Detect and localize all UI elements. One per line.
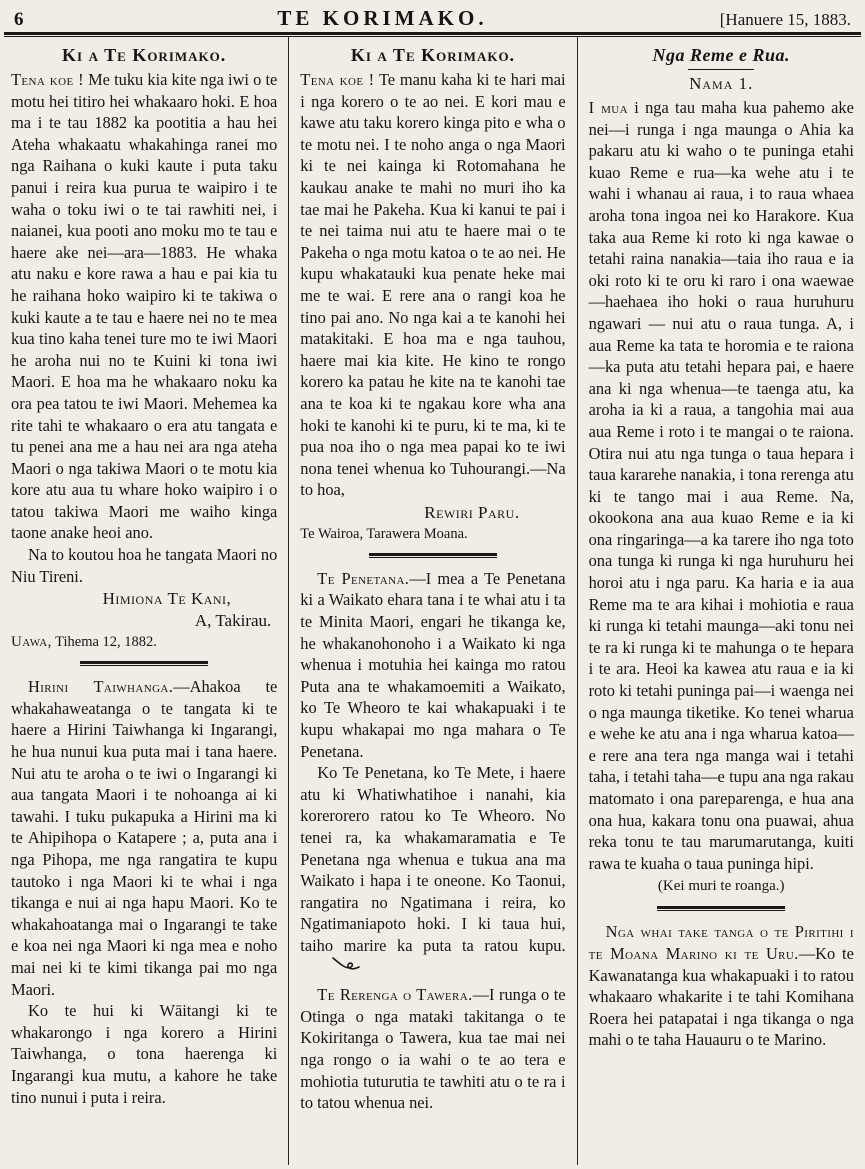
dateline-place: Uawa, xyxy=(11,634,52,651)
paragraph xyxy=(589,921,854,1051)
signature-name: Rewiri Paru. xyxy=(424,502,520,522)
heading-rule xyxy=(688,69,754,70)
paragraph-text: Ko Te Penetana, ko Te Mete, i haere atu ki Whatiwhatihoe i nanahi, kia korerorero ratou ko Te Wheoro. No tenei ra, ka whakamaramatia e Te Penetana nga whenua e tukua ana ma Waikato i hapa i te oneone. Ko Taonui, rangatira no Ngatimana i reira, ko Ngatimaniapoto hoki. I ki taua hui, taiho marire ka puta ta ratou kupu. xyxy=(300,763,566,955)
column-container xyxy=(0,37,865,1165)
paragraph xyxy=(300,762,565,978)
paragraph-lead: Te Penetana. xyxy=(317,568,410,588)
paragraph-lead: Tena koe ! xyxy=(11,70,84,89)
paragraph-text: —Ahakoa te whakahaweatanga o te tangata ki te haere a Hirini Taiwhanga ki Ingarangi, he hua nunui kua puta mai i tana haere. Nui atu te aroha o te iwi o Ingarangi ki aua tangata Maori i te nohoanga ai ki tawahi. I tuku pukapuka a Hirini ma ki te Ahipihopa o Katapere ; a, puta ana i nga Pihopa, me nga rangatira te kupu tautoko i nga Maori ki te whai i nga tikanga e nui ai nga hapu Maori. Ko te whakahoatanga mai o Ingarangi te take e koa nei nga Maori ki nga mea e noho mai nei ki te kimi tikanga pai mo nga Maori. xyxy=(11,677,278,999)
continuation-note: (Kei muri te roanga.) xyxy=(657,878,785,895)
article-te-penetana xyxy=(300,568,565,978)
paragraph xyxy=(11,69,277,544)
paragraph: Ko te hui ki Wāitangi ki te whakarongo i nga korero a Hirini Taiwhanga, o tona haerenga ki Ingarangi kua mutu, a kahore he take tino nunui i puta i reira. xyxy=(11,1001,278,1107)
paragraph-text: —I mea a Te Penetana ki a Waikato ehara tana i te whai atu i ta te Minita Maori, engari he tikanga ke, he whakanohonoho i a Waikato ki nga whenua i motuhia hei kainga mo ratou Puta ana te whakamoemiti a Waikato, ko Te Wheoro te kai whakapuaki i te kupu whakapai mo nga mahara o Te Penetana. xyxy=(300,568,566,761)
article-divider-rule xyxy=(369,553,497,558)
paragraph-text: Te manu kaha ki te hari mai i nga korero o te ao nei. E kori mau e kawe atu taku korero kinga pito e wha o te motu nei. I te noho anga o nga Maori ki te nei kainga ki Rotomahana he kaukau anake te mahi no muri iho ka tae mai he Pakeha. Kua ki kanui te pai i te nei taima nui atu te haere mai o te Pakeha o nga motu katoa o te ao nei. He kupu whakatauki kua penate heke mai me te wai. E rere ana o rangi koa he tino pai ano. No nga kai a te kanohi hei matakitaki. E hoa ma e nga tauhou, haere mai kia kite. He kino te rongo korero ka patau he kite na te kanohi tae ana te koa ki te ngakau kore wha ana hoki te kanohi ki te puru, ki te ma, ki te pua noa iho o nga mea papai ko te iwi nona tenei whenua ko Tuhourangi.—Na to hoa, xyxy=(300,70,566,500)
paragraph xyxy=(11,676,277,1000)
paragraph-text: —I runga o te Otinga o nga mataki takitanga o te Kokiritanga o Tawera, kua tae mai nei nga rongo o ia wahi o te ao tera e mohiotia tuturutia te tawhiti atu o te ra i to tatou whenua nei. xyxy=(300,985,566,1113)
article-letter-2 xyxy=(300,45,565,544)
handwritten-mark-icon xyxy=(314,954,361,978)
page-number: 6 xyxy=(14,9,24,30)
article-nga-reme-e-rua xyxy=(589,45,854,897)
page-header xyxy=(0,0,865,32)
paragraph xyxy=(300,984,565,1114)
column-1 xyxy=(0,37,288,1165)
paragraph-lead: I mua xyxy=(588,98,628,117)
paragraph-lead: Te Rerenga o Tawera. xyxy=(317,985,473,1005)
article-te-rerenga-o-tawera xyxy=(300,984,565,1114)
article-hirini-taiwhanga xyxy=(11,676,277,1108)
issue-date: [Hanuere 15, 1883. xyxy=(719,10,851,29)
dateline: Te Wairoa, Tarawera Moana. xyxy=(300,525,468,542)
paragraph: Na to koutou hoa he tangata Maori no Niu Tireni. xyxy=(11,545,278,586)
article-letter-1 xyxy=(11,45,277,652)
column-3 xyxy=(577,37,865,1165)
article-heading: Nga Reme e Rua. xyxy=(652,45,790,65)
article-subheading: Nama 1. xyxy=(689,74,754,93)
paragraph xyxy=(300,69,565,501)
masthead-title: TE KORIMAKO. xyxy=(277,6,488,30)
signature-title: A, Takirau. xyxy=(194,611,272,631)
paragraph-text: —Ko te Kawanatanga kua whakapuaki i to ratou whakaaro whakarite i te tahi Komihana Roera hei patapatai i nga tikanga o nga mahi o te taha Hauauru o te Marino. xyxy=(588,943,854,1050)
dateline-date: Tihema 12, 1882. xyxy=(51,634,157,651)
paragraph-text: Me tuku kia kite nga iwi o te motu hei titiro hei whakaaro hoki. E hoa ma i te tau 1882 ka pootitia a hau hei Ateha whakaatu whakahinga ranei mo nga Raihana o kuki kaute i puta taku panui i reira kua purua te waipiro i te waha o toku iwi o te tai rawhiti nei, i naianei, kua pooti ano moku mo te tau e haere ake nei—ara—1883. He whaka atu naku e kore rawa a hau e pai kia tu he raihana hoko waipiro ki te takiwa o kuki kaute a te tau e haere nei no te mea kua tino kaha tenei ture mo te iwi Maori he aroha nui no te Kuini ki tona iwi Maori. E hoa ma he whakaaro noku ka ora pea tatou te iwi Maori. Mehemea ka rite tahi te whakaaro o era atu tangata e tu penei ana me a hau nei ara nga ateha Maori o nga takiwa Maori o te motu kia kore atu aua tu whare hoko waipiro i o tatou takiwa Maori me waiho kinga taone anake heoi ano. xyxy=(11,70,278,543)
article-pacific-commission xyxy=(589,921,854,1051)
article-heading: Ki a Te Korimako. xyxy=(350,45,516,65)
paragraph xyxy=(300,568,565,762)
paragraph-lead: Nga whai take tanga o te Piritihi i te Moana Marino ki te Uru. xyxy=(588,922,854,963)
paragraph-text: i nga tau maha kua pahemo ake nei—i runga i nga maunga o Ahia ka pakaru atu ki waho o te puninga etahi kuao Reme e rua—ka wehe atu i te wahi i whanau ai raua, i to raua whaea aroha tona ingoa nei ko Harakore. Kua taka aua Reme ki roto ki nga kawae o tetahi raina nanakia—taia iho raua e ia oki roto ki te oru ki raro i ona waewae—haehaea iho hoki o raua huruhuru ngawari — nui atu o raua tunga. A, i aua Reme ka tata te horomia e te raiona—ka puta atu tetahi hepara pai, e haere ana ki nga whenua—te taenga atu, ka aroha ia ki a raua, a tangohia mai aua aua Reme i roto i te mangai o te raiona. Otira nui atu nga tunga o taua hepara i taua kararehe nanakia, i tona rerenga atu ki te tango mai i aua Reme. Na, okookona ana aua kuao Reme e ia ki ona ringaringa—a ka tarere iho nga toto ona tunga ki runga ki nga huruhuru hei horoi atu i nga paru. Ka haria e ia aua Reme ma te ara kihai i mohiotia e raua ki runga ki tetahi maunga—aki tonu nei te ra ki runga ki te mahunga o te hepara i te ara. Heoi ka kawea atu raua e ia ki roto ki tetahi puninga pai—i waenga nei o nga maunga tiketike. Ko tenei wharua e wehe ke atu ana i nga wharua katoa—e rere ana tera nga manga wai i tetahi taha, i tetahi taha—e tupu ana nga rakau matomato i ona pareparenga, e hua ana ona hua, kakara tonu ona puawai, ahua reka tonu te tau marumarutanga, kuiti rawa te kuaha o taua puninga hipi. xyxy=(588,98,854,873)
article-divider-rule xyxy=(80,661,208,666)
column-2 xyxy=(288,37,576,1165)
signature-name: Himiona Te Kani, xyxy=(102,589,232,609)
paragraph xyxy=(589,97,854,874)
article-divider-rule xyxy=(657,906,785,911)
paragraph-lead: Tena koe ! xyxy=(300,70,375,89)
paragraph-lead: Hirini Taiwhanga. xyxy=(28,677,174,697)
dateline xyxy=(11,632,277,652)
article-heading: Ki a Te Korimako. xyxy=(62,45,227,65)
